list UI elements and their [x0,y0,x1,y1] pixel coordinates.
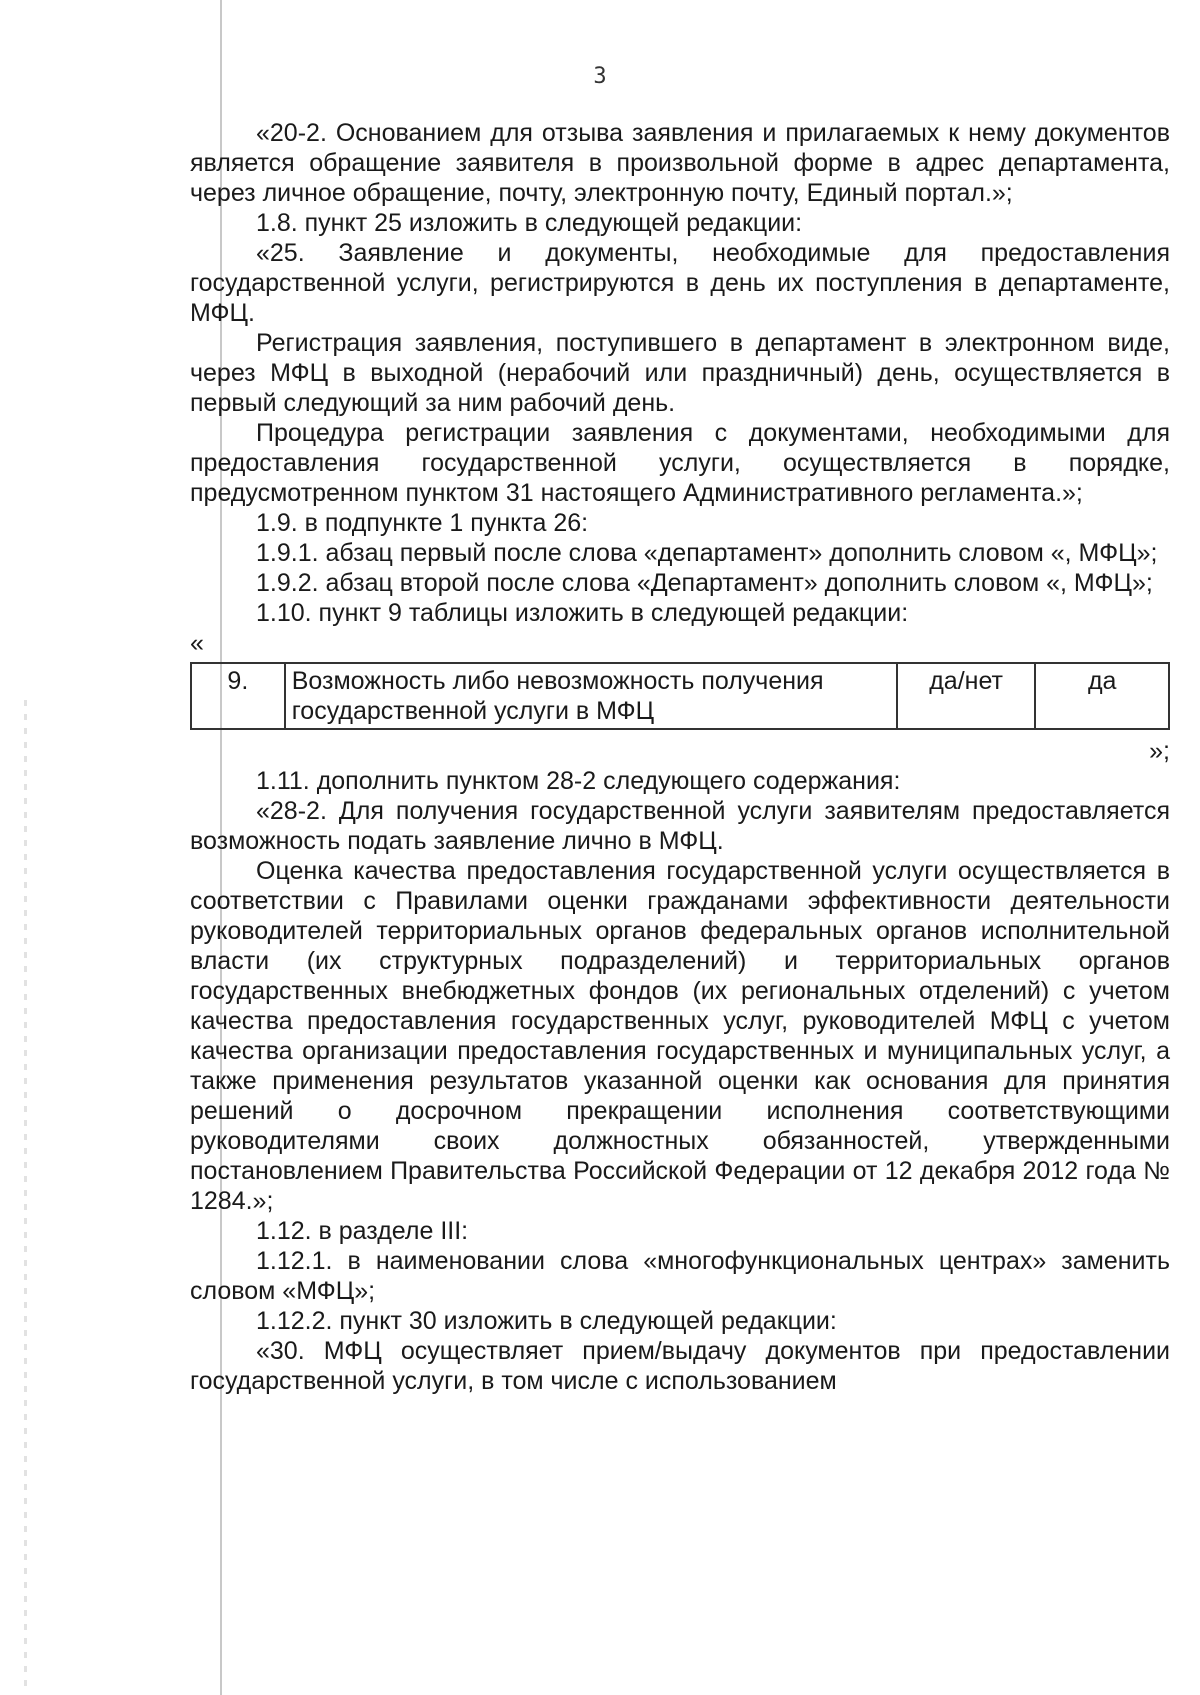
table-cell-number: 9. [191,663,285,729]
paragraph: 1.10. пункт 9 таблицы изложить в следующей редакции: [256,599,909,627]
paragraph: 1.12.2. пункт 30 изложить в следующей редакции: [256,1307,837,1335]
paragraph: «28-2. Для получения государственной услуги заявителям предоставляется возможность подать заявление лично в МФЦ. [190,797,1170,855]
paragraph: «30. МФЦ осуществляет прием/выдачу документов при предоставлении государственной услуги, в том числе с использованием [190,1337,1170,1395]
paragraph: 1.9. в подпункте 1 пункта 26: [256,509,589,537]
paragraph: 1.8. пункт 25 изложить в следующей редакции: [256,209,803,237]
paragraph: «25. Заявление и документы, необходимые для предоставления государственной услуги, регистрируются в день их поступления в департаменте, МФЦ. [190,239,1170,327]
paragraph: 1.12.1. в наименовании слова «многофункциональных центрах» заменить словом «МФЦ»; [190,1247,1170,1305]
paragraph: 1.12. в разделе III: [256,1217,469,1245]
paragraph: 1.9.2. абзац второй после слова «Департамент» дополнить словом «, МФЦ»; [256,569,1153,597]
paragraph: Процедура регистрации заявления с документами, необходимыми для предоставления государственной услуги, осуществляется в порядке, предусмотренном пунктом 31 настоящего Административного регламента.»; [190,419,1170,507]
table-row [191,663,1169,729]
amendment-table [190,662,1170,730]
paragraph: Оценка качества предоставления государственной услуги осуществляется в соответствии с Правилами оценки гражданами эффективности деятельности руководителей территориальных органов федеральных органов исполнительной власти (их структурных подразделений) и территориальных органов государственных внебюджетных фондов (их региональных отделений) с учетом качества предоставления государственных услуг, руководителей МФЦ с учетом качества организации предоставления государственных и муниципальных услуг, а также применения результатов указанной оценки как основания для принятия решений о досрочном прекращении исполнения соответствующими руководителями своих должностных обязанностей, утвержденными постановлением Правительства Российской Федерации от 12 декабря 2012 года № 1284.»; [190,857,1170,1215]
table-cell-options: да/нет [897,663,1036,729]
table-cell-text: Возможность либо невозможность получения государственной услуги в МФЦ [285,663,897,729]
page-number: 3 [593,64,607,89]
scan-edge-artifact [24,700,27,1690]
table-cell-value: да [1035,663,1169,729]
document-body [190,118,1170,1396]
quote-open: « [190,629,204,657]
paragraph: 1.9.1. абзац первый после слова «департамент» дополнить словом «, МФЦ»; [256,539,1158,567]
quote-close: »; [1149,737,1170,765]
paragraph: Регистрация заявления, поступившего в департамент в электронном виде, через МФЦ в выходной (нерабочий или праздничный) день, осуществляется в первый следующий за ним рабочий день. [190,329,1170,417]
paragraph: «20-2. Основанием для отзыва заявления и прилагаемых к нему документов является обращение заявителя в произвольной форме в адрес департамента, через личное обращение, почту, электронную почту, Единый портал.»; [190,119,1170,207]
paragraph: 1.11. дополнить пунктом 28-2 следующего содержания: [256,767,901,795]
